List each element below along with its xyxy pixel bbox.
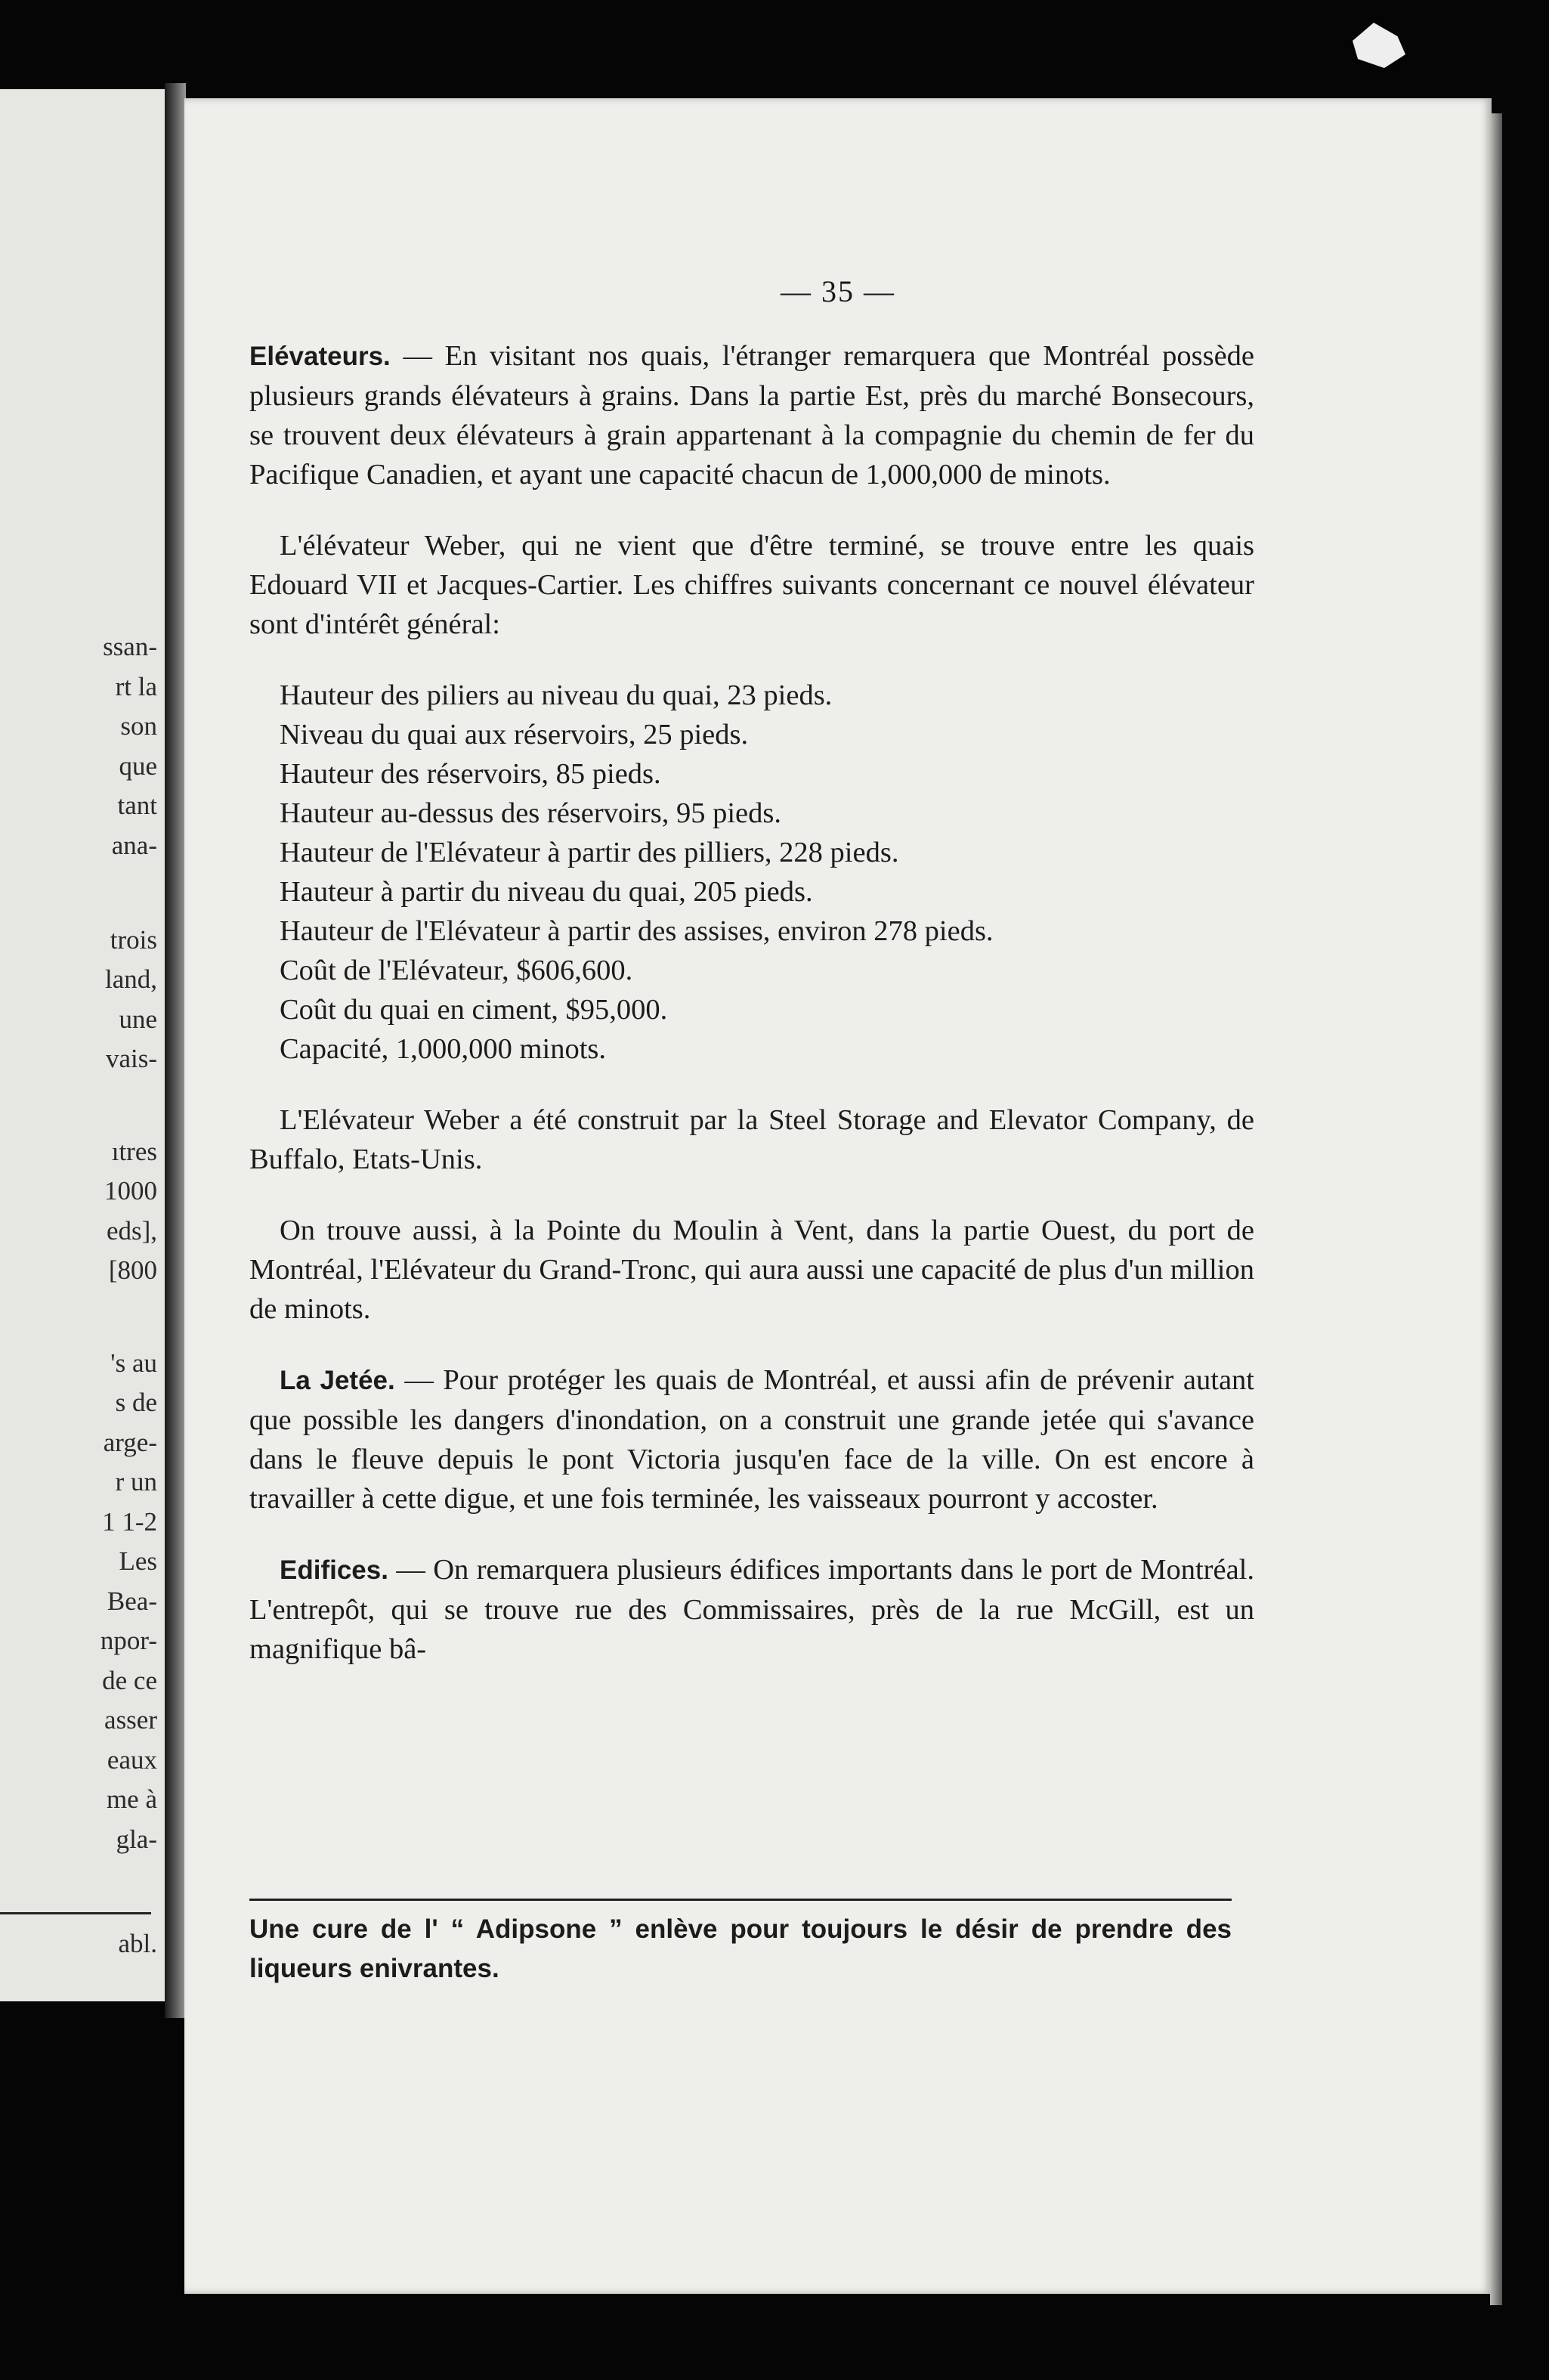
left-fragment: gla- bbox=[116, 1824, 157, 1854]
left-fragment: abl. bbox=[118, 1929, 157, 1958]
left-fragment: ssan- bbox=[103, 632, 157, 661]
left-fragment: [800 bbox=[108, 1255, 157, 1285]
paragraph-elevateurs bbox=[249, 336, 1254, 494]
paragraph-weber-intro: L'élévateur Weber, qui ne vient que d'être terminé, se trouve entre les quais Edouard VII et Jacques-Cartier. Les chiffres suivants concernant ce nouvel élévateur sont d'intérêt général: bbox=[249, 530, 1254, 640]
left-fragment: ana- bbox=[111, 831, 157, 860]
left-fragment: vais- bbox=[105, 1044, 157, 1073]
left-fragment: 's au bbox=[110, 1348, 157, 1378]
left-fragment: 1 1-2 bbox=[102, 1507, 157, 1537]
paragraph-grand-tronc: On trouve aussi, à la Pointe du Moulin à Vent, dans la partie Ouest, du port de Montréal, l'Elévateur du Grand-Tronc, qui aura aussi une capacité de plus d'un million de minots. bbox=[249, 1215, 1254, 1325]
specification-list bbox=[249, 676, 1254, 1069]
left-fragment: eaux bbox=[107, 1745, 157, 1775]
spec-item: Capacité, 1,000,000 minots. bbox=[280, 1033, 606, 1065]
spec-item: Coût de l'Elévateur, $606,600. bbox=[280, 955, 633, 986]
spec-item: Niveau du quai aux réservoirs, 25 pieds. bbox=[280, 719, 749, 751]
spec-item: Hauteur à partir du niveau du quai, 205 pieds. bbox=[280, 876, 813, 908]
left-fragment: me à bbox=[106, 1784, 157, 1814]
left-fragment: Les bbox=[119, 1546, 157, 1576]
book-gutter bbox=[165, 83, 186, 2018]
paragraph-edifices bbox=[249, 1550, 1254, 1669]
paragraph-weber-builder: L'Elévateur Weber a été construit par la Steel Storage and Elevator Company, de Buffalo, Etats-Unis. bbox=[249, 1104, 1254, 1175]
left-fragment: s de bbox=[115, 1388, 157, 1417]
spec-item: Hauteur des réservoirs, 85 pieds. bbox=[280, 758, 661, 790]
paper-scrap bbox=[1353, 23, 1405, 68]
left-fragment: son bbox=[120, 711, 157, 741]
paragraph-text: — En visitant nos quais, l'étranger remarquera que Montréal possède plusieurs grands élévateurs à grains. Dans la partie Est, près du marché Bonsecours, se trouvent deux élévateurs à grain appartenant à la compagnie du chemin de fer du Pacifique Canadien, et ayant une capacité chacun de 1,000,000 de minots. bbox=[249, 340, 1254, 491]
left-fragment: ıtres bbox=[111, 1137, 157, 1166]
left-fragment: rt la bbox=[115, 672, 157, 701]
left-fragment: land, bbox=[104, 964, 157, 994]
section-heading: Edifices. bbox=[280, 1555, 388, 1585]
paragraph-text: — Pour protéger les quais de Montréal, et aussi afin de prévenir autant que possible les dangers d'inondation, on a construit une grande jetée qui s'avance dans le fleuve depuis le pont Victoria jusqu'en face de la ville. On est encore à travailler à cette digue, et une fois terminée, les vaisseaux pourront y accoster. bbox=[249, 1364, 1254, 1515]
spec-item: Hauteur de l'Elévateur à partir des assises, environ 278 pieds. bbox=[280, 915, 994, 947]
left-fragment: eds], bbox=[106, 1216, 157, 1246]
left-fragment: npor- bbox=[100, 1626, 157, 1655]
left-fragment: arge- bbox=[103, 1428, 157, 1457]
footer-advertisement: Une cure de l' “ Adipsone ” enlève pour toujours le désir de prendre des liqueurs enivrantes. bbox=[249, 1914, 1232, 1983]
left-fragment: 1000 bbox=[104, 1176, 157, 1205]
left-fragment: tant bbox=[117, 791, 157, 820]
left-fragment: Bea- bbox=[107, 1586, 157, 1616]
left-divider bbox=[0, 1912, 151, 1914]
footer-divider bbox=[249, 1899, 1232, 1901]
left-fragment: asser bbox=[104, 1705, 157, 1735]
page-edge bbox=[1490, 113, 1502, 2305]
section-heading: Elévateurs. bbox=[249, 342, 391, 371]
paragraph-jetee bbox=[249, 1360, 1254, 1518]
left-fragment: de ce bbox=[102, 1666, 157, 1695]
spec-item: Hauteur de l'Elévateur à partir des pilliers, 228 pieds. bbox=[280, 837, 899, 868]
page-number: — 35 — bbox=[781, 274, 895, 308]
spec-item: Coût du quai en ciment, $95,000. bbox=[280, 994, 668, 1026]
left-fragment: r un bbox=[115, 1467, 157, 1496]
section-heading: La Jetée. bbox=[280, 1366, 395, 1395]
paragraph-text: — On remarquera plusieurs édifices importants dans le port de Montréal. L'entrepôt, qui se trouve rue des Commissaires, près de la rue McGill, est un magnifique bâ- bbox=[249, 1554, 1254, 1665]
page-body bbox=[249, 336, 1254, 1701]
left-fragment: une bbox=[119, 1004, 157, 1034]
left-fragment: que bbox=[119, 751, 157, 781]
previous-page-edge bbox=[0, 89, 165, 2001]
left-fragment: trois bbox=[110, 925, 157, 955]
spec-item: Hauteur au-dessus des réservoirs, 95 pieds. bbox=[280, 797, 781, 829]
spec-item: Hauteur des piliers au niveau du quai, 23 pieds. bbox=[280, 679, 833, 711]
